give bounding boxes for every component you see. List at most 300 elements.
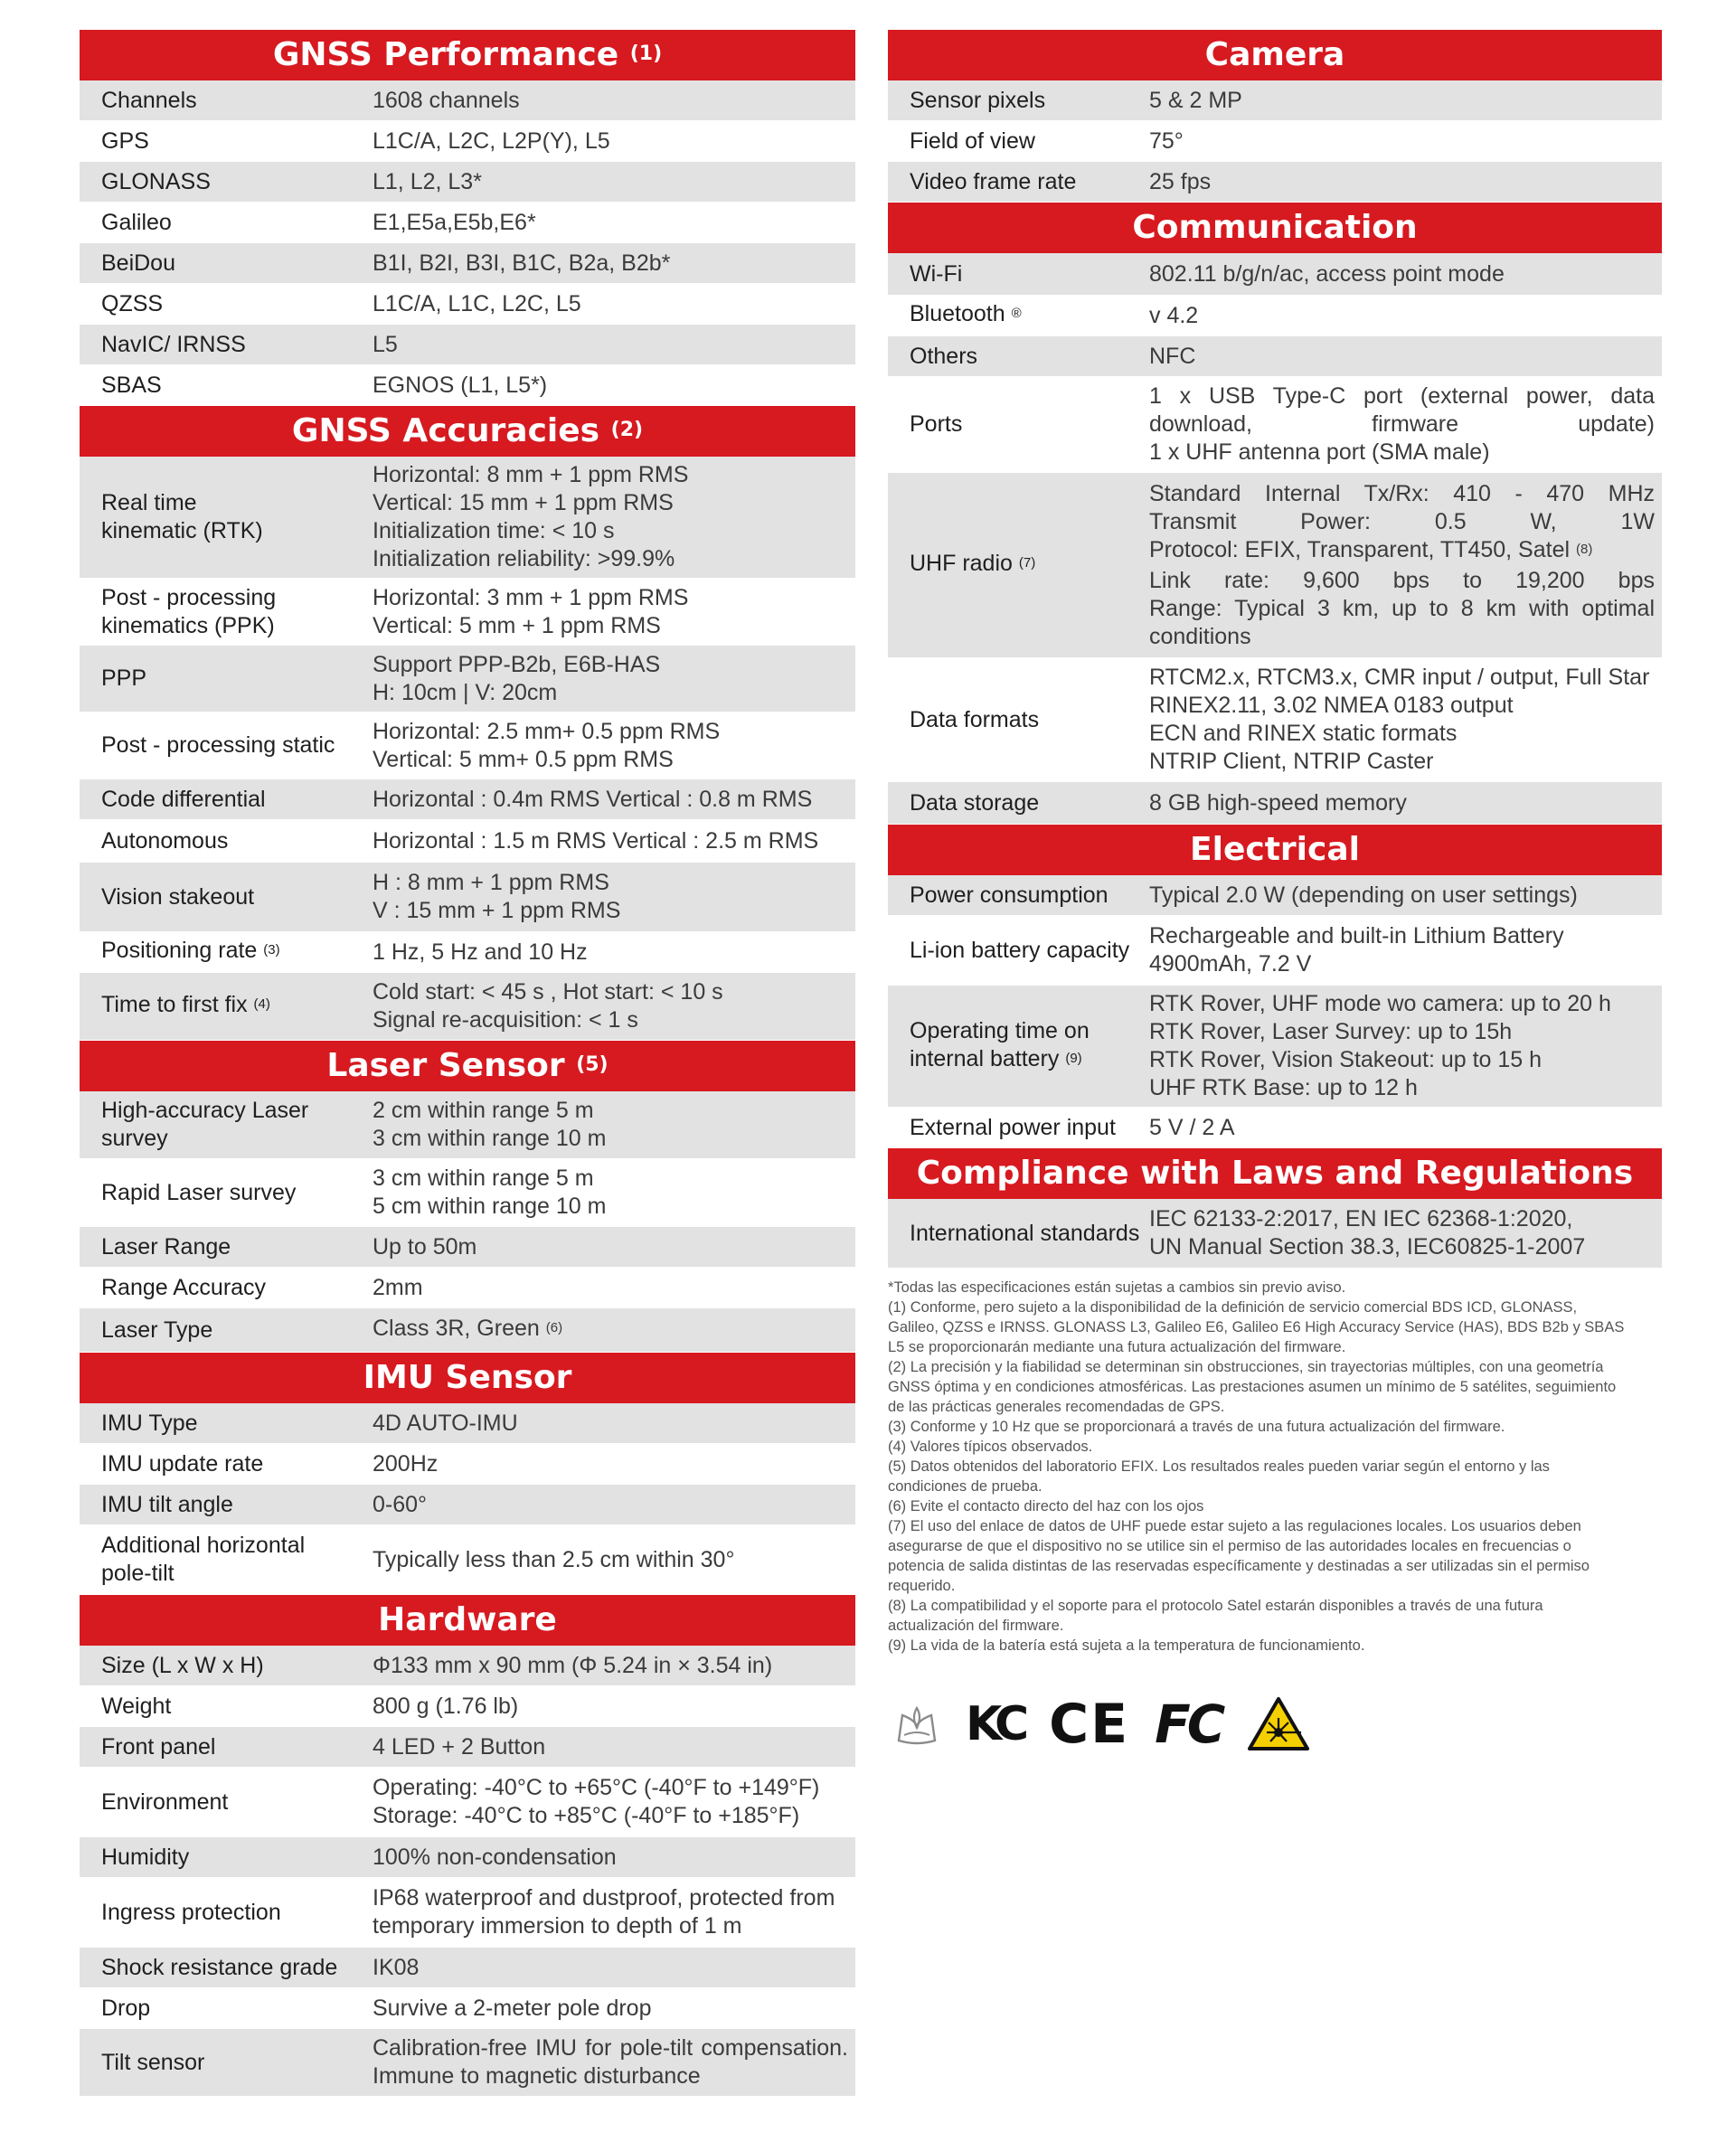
spec-value (373, 584, 855, 640)
spec-value-text: Initialization time: < 10 s (373, 518, 615, 543)
spec-value (373, 1274, 855, 1302)
spec-value-line (373, 1693, 848, 1721)
section-title: IMU Sensor (363, 1359, 572, 1396)
spec-label (80, 1899, 373, 1927)
spec-label (80, 665, 373, 693)
section-header-imu-sensor (80, 1353, 855, 1403)
laser-warning-icon (1247, 1697, 1310, 1751)
spec-row-laser-range (80, 1227, 855, 1268)
section-title: Camera (1204, 36, 1345, 73)
spec-row-others (888, 336, 1662, 377)
spec-value-text: Standard Internal Tx/Rx: 410 - 470 MHz (1149, 480, 1655, 506)
spec-value-line (373, 1097, 848, 1125)
spec-label-line: QZSS (101, 290, 164, 316)
spec-value-text: 4 LED + 2 Button (373, 1733, 546, 1760)
spec-value-line (1149, 536, 1655, 567)
spec-label-line: External power input (910, 1114, 1116, 1140)
spec-label-line: Galileo (101, 209, 172, 235)
spec-label-line: IMU Type (101, 1410, 198, 1436)
spec-value-text: L1C/A, L2C, L2P(Y), L5 (373, 127, 610, 154)
spec-label-line: Wi-Fi (910, 260, 963, 287)
spec-value-line (1149, 480, 1655, 508)
spec-row-sbas (80, 365, 855, 406)
spec-label (888, 706, 1149, 734)
spec-row-video-frame-rate (888, 162, 1662, 203)
spec-value-line (373, 897, 848, 925)
spec-value (1149, 789, 1662, 817)
spec-value (373, 1097, 855, 1153)
spec-value-text: 200Hz (373, 1450, 439, 1477)
spec-row-bluetooth (888, 296, 1662, 336)
spec-value (373, 250, 855, 278)
spec-value-text: H: 10cm | V: 20cm (373, 679, 558, 705)
section-header-hardware (80, 1595, 855, 1646)
footnote-line: (4) Valores típicos observados. (888, 1439, 1093, 1455)
fcc-mark-text: FC (1155, 1694, 1222, 1755)
spec-label-line: Ports (910, 411, 963, 437)
spec-row-field-of-view (888, 121, 1662, 162)
spec-value-line (373, 1844, 848, 1872)
spec-value-text: 5 cm within range 10 m (373, 1194, 607, 1219)
footnote-line: (2) La precisión y la fiabilidad se determinan sin obstrucciones, sin trayectorias múltiples, con una geometría (888, 1359, 1604, 1375)
spec-value-text: Horizontal: 2.5 mm+ 0.5 ppm RMS (373, 718, 721, 744)
spec-value-text: Φ133 mm x 90 mm (Φ 5.24 in × 3.54 in) (373, 1652, 773, 1678)
spec-label (80, 209, 373, 237)
spec-value-line (1149, 260, 1655, 288)
spec-label-line: IMU update rate (101, 1450, 264, 1477)
spec-value-line (373, 1125, 848, 1153)
section-header-gnss-accuracies (80, 406, 855, 457)
spec-label-line: Drop (101, 1995, 151, 2021)
spec-label-line: NavIC/ IRNSS (101, 331, 246, 357)
spec-value-text: Vertical: 5 mm + 1 ppm RMS (373, 612, 661, 638)
fcc-mark-icon (1155, 1694, 1222, 1755)
section-header-laser-sensor (80, 1041, 855, 1091)
spec-value-line (373, 127, 848, 156)
spec-value-line (1149, 1074, 1655, 1102)
spec-label-line: SBAS (101, 372, 162, 398)
spec-value-text: Calibration-free IMU for pole-tilt compensation. (373, 2035, 848, 2061)
spec-label (888, 1017, 1149, 1076)
spec-value-text: 3 cm within range 10 m (373, 1126, 607, 1151)
spec-value-text: 3 cm within range 5 m (373, 1165, 594, 1191)
left-column (80, 30, 855, 2097)
spec-value-line (373, 978, 848, 1006)
spec-value-text: B1I, B2I, B3I, B1C, B2a, B2b* (373, 250, 671, 276)
spec-value (1149, 990, 1662, 1102)
spec-label (80, 489, 373, 545)
spec-value-line (373, 2034, 848, 2062)
spec-value-line (373, 746, 848, 774)
spec-value-line (373, 1774, 848, 1802)
spec-row-navic-irnss (80, 325, 855, 365)
spec-row-humidity (80, 1837, 855, 1878)
spec-value-text: download, firmware update) (1149, 411, 1655, 437)
spec-value-line (1149, 127, 1655, 156)
spec-value (373, 290, 855, 318)
spec-value (1149, 1114, 1662, 1142)
spec-value-line (1149, 343, 1655, 371)
spec-value-text: H : 8 mm + 1 ppm RMS (373, 870, 609, 895)
spec-value (373, 786, 855, 814)
spec-label (888, 300, 1149, 331)
spec-row-international-standards (888, 1199, 1662, 1269)
footnote-line: L5 se proporcionarán mediante una futura actualización del firmware. (888, 1339, 1346, 1355)
spec-row-code-differential (80, 779, 855, 820)
spec-label-line: PPP (101, 665, 147, 691)
spec-label (80, 1450, 373, 1478)
spec-label-line: Additional horizontal (101, 1533, 306, 1558)
spec-label-line: kinematic (RTK) (101, 518, 263, 543)
spec-label (80, 1532, 373, 1588)
spec-row-drop (80, 1988, 855, 2029)
footnote-line: *Todas las especificaciones están sujetas a cambios sin previo aviso. (888, 1279, 1346, 1296)
spec-value-line (373, 612, 848, 640)
spec-value (373, 372, 855, 400)
spec-label (80, 1179, 373, 1207)
spec-value-text: Cold start: < 45 s , Hot start: < 10 s (373, 979, 723, 1005)
spec-value-line (373, 290, 848, 318)
spec-value-line (373, 1491, 848, 1519)
spec-value-text: Survive a 2-meter pole drop (373, 1995, 652, 2021)
spec-value (373, 1954, 855, 1982)
spec-label (888, 789, 1149, 817)
spec-value-text: 5 V / 2 A (1149, 1114, 1235, 1140)
spec-value-text: 5 & 2 MP (1149, 87, 1242, 113)
spec-value-line (373, 372, 848, 400)
right-column (888, 30, 1662, 1756)
spec-value-text: Up to 50m (373, 1233, 477, 1260)
spec-value-line (373, 545, 848, 573)
spec-label-line: Environment (101, 1788, 229, 1815)
spec-label-line: Data storage (910, 789, 1040, 816)
label-footnote-ref: (7) (1018, 555, 1036, 571)
kc-mark-text: KC (966, 1697, 1024, 1751)
spec-label (80, 1410, 373, 1438)
spec-value (373, 869, 855, 925)
spec-row-imu-tilt-angle (80, 1485, 855, 1525)
spec-value (373, 651, 855, 707)
spec-row-shock-resistance-grade (80, 1948, 855, 1988)
spec-value-text: IEC 62133-2:2017, EN IEC 62368-1:2020, (1149, 1206, 1573, 1231)
spec-value (373, 168, 855, 196)
footnote-line: (7) El uso del enlace de datos de UHF puede estar sujeto a las regulaciones locales. Los usuarios deben (888, 1518, 1581, 1534)
spec-value-line (1149, 664, 1655, 692)
spec-row-data-storage (888, 782, 1662, 825)
spec-label-line: Front panel (101, 1733, 216, 1760)
spec-value-text: 25 fps (1149, 168, 1212, 194)
spec-value (373, 87, 855, 115)
spec-label-line: Laser Range (101, 1233, 231, 1260)
spec-value-text: L5 (373, 331, 398, 357)
spec-label (80, 1693, 373, 1721)
spec-label (888, 1220, 1149, 1248)
spec-value (373, 331, 855, 359)
spec-value (373, 939, 855, 967)
spec-value (1149, 882, 1662, 910)
spec-label (80, 1274, 373, 1302)
spec-value-text: IP68 waterproof and dustproof, protected from (373, 1885, 835, 1911)
spec-row-ports (888, 377, 1662, 473)
spec-row-additional-horizontal-pole-tilt (80, 1525, 855, 1595)
spec-label (80, 731, 373, 760)
spec-label (80, 1788, 373, 1816)
spec-row-environment (80, 1768, 855, 1837)
spec-label (80, 1233, 373, 1261)
value-footnote-ref: (8) (1576, 541, 1593, 557)
spec-value (373, 1315, 855, 1345)
spec-value-line (373, 827, 848, 855)
spec-value-text: Typical 2.0 W (depending on user settings) (1149, 882, 1578, 908)
spec-label (80, 290, 373, 318)
spec-value-text: NFC (1149, 343, 1196, 369)
spec-label-line: Field of view (910, 127, 1035, 154)
section-header-camera (888, 30, 1662, 80)
spec-value-line (1149, 302, 1655, 330)
spec-row-real-time-kinematic-rtk (80, 457, 855, 579)
spec-label-line: Channels (101, 87, 197, 113)
footnote-line: (1) Conforme, pero sujeto a la disponibilidad de la definición de servicio comercial BDS ICD, GLONASS, (888, 1299, 1578, 1316)
eco-leaf-icon (893, 1697, 940, 1751)
spec-label-line: Data formats (910, 706, 1040, 732)
spec-row-rapid-laser-survey (80, 1159, 855, 1227)
spec-value-text: E1,E5a,E5b,E6* (373, 209, 536, 235)
spec-row-autonomous (80, 820, 855, 863)
spec-value (373, 1774, 855, 1830)
spec-value (1149, 168, 1662, 196)
spec-value (373, 1733, 855, 1761)
spec-value-text: Immune to magnetic disturbance (373, 2063, 701, 2089)
spec-value-line (1149, 382, 1655, 410)
spec-value-line (1149, 439, 1655, 467)
spec-label-line: Operating time on (910, 1017, 1090, 1043)
footnote-line: asegurarse de que el dispositivo no se utilice sin el permiso de las autoridades locales en frecuencias o (888, 1538, 1571, 1554)
spec-value-text: 2mm (373, 1274, 423, 1300)
spec-label (80, 786, 373, 814)
spec-value-line (373, 584, 848, 612)
spec-label-line: IMU tilt angle (101, 1491, 233, 1517)
spec-value-line (1149, 1233, 1655, 1261)
spec-row-operating-time-on-internal-battery (888, 986, 1662, 1108)
spec-value (373, 1546, 855, 1574)
spec-row-size-l-x-w-x-h (80, 1646, 855, 1686)
spec-value-line (373, 517, 848, 545)
spec-label (80, 883, 373, 911)
spec-value-line (373, 1193, 848, 1221)
spec-label (80, 372, 373, 400)
spec-value (373, 461, 855, 573)
spec-value (1149, 302, 1662, 330)
label-footnote-ref: (4) (253, 996, 270, 1012)
spec-value-line (373, 1912, 848, 1940)
spec-value-line (373, 1274, 848, 1302)
spec-value-text: Signal re-acquisition: < 1 s (373, 1007, 638, 1033)
spec-label (888, 127, 1149, 156)
footnote-line: (9) La vida de la batería está sujeta a la temperatura de funcionamiento. (888, 1637, 1365, 1654)
spec-label (80, 827, 373, 855)
spec-value-text: Range: Typical 3 km, up to 8 km with optimal (1149, 595, 1655, 621)
spec-label-line: Shock resistance grade (101, 1954, 338, 1980)
spec-value-text: Typically less than 2.5 cm within 30° (373, 1546, 735, 1572)
spec-row-imu-update-rate (80, 1444, 855, 1485)
spec-value-text: IK08 (373, 1954, 420, 1980)
spec-value-text: 100% non-condensation (373, 1844, 617, 1870)
spec-label-line: Post - processing (101, 584, 277, 610)
spec-value (1149, 260, 1662, 288)
spec-row-weight (80, 1686, 855, 1727)
spec-label-line: Sensor pixels (910, 87, 1046, 113)
spec-value-text: RTK Rover, Vision Stakeout: up to 15 h (1149, 1047, 1543, 1072)
spec-label-line: Ingress protection (101, 1899, 281, 1925)
spec-value-line (373, 1546, 848, 1574)
section-title: Communication (1132, 209, 1418, 246)
spec-value-text: 1608 channels (373, 87, 520, 113)
spec-label-line: Video frame rate (910, 168, 1077, 194)
spec-value-line (1149, 692, 1655, 720)
spec-row-channels (80, 80, 855, 121)
spec-value-line (373, 87, 848, 115)
footnote-line: (8) La compatibilidad y el soporte para el protocolo Satel estarán disponibles a través de una futura (888, 1598, 1543, 1614)
footnote-line: condiciones de prueba. (888, 1478, 1043, 1495)
spec-value (373, 1652, 855, 1680)
spec-row-data-formats (888, 658, 1662, 782)
footnote-line: Galileo, QZSS e IRNSS. GLONASS L3, Galileo E6, Galileo E6 High Accuracy Service (HAS), BDS B2b y SBAS (888, 1319, 1625, 1335)
spec-label (80, 331, 373, 359)
spec-row-high-accuracy-laser-survey (80, 1091, 855, 1159)
spec-label-line: Others (910, 343, 978, 369)
spec-row-li-ion-battery-capacity (888, 916, 1662, 986)
spec-label (80, 1954, 373, 1982)
spec-label (888, 260, 1149, 288)
spec-value (373, 1410, 855, 1438)
spec-value-text: 8 GB high-speed memory (1149, 789, 1407, 816)
spec-value-text: Vertical: 5 mm+ 0.5 ppm RMS (373, 746, 674, 772)
spec-value-text: L1C/A, L1C, L2C, L5 (373, 290, 581, 316)
spec-row-imu-type (80, 1403, 855, 1444)
spec-label-line: Tilt sensor (101, 2049, 205, 2075)
spec-value-line (1149, 410, 1655, 439)
spec-value-text: Class 3R, Green (373, 1316, 540, 1341)
spec-label-line: Real time (101, 490, 197, 515)
spec-value-line (373, 1652, 848, 1680)
spec-value-text: Operating: -40°C to +65°C (-40°F to +149°F) (373, 1775, 820, 1800)
spec-label-line: internal battery (910, 1045, 1060, 1071)
spec-value-text: UN Manual Section 38.3, IEC60825-1-2007 (1149, 1234, 1586, 1260)
spec-label-line: GPS (101, 127, 149, 154)
spec-value-text: conditions (1149, 623, 1251, 649)
spec-label-line: Vision stakeout (101, 883, 255, 910)
spec-value-line (373, 168, 848, 196)
spec-value-text: Horizontal: 8 mm + 1 ppm RMS (373, 462, 689, 487)
spec-row-ingress-protection (80, 1878, 855, 1948)
spec-label (80, 87, 373, 115)
spec-value (373, 209, 855, 237)
value-footnote-ref: (6) (545, 1320, 563, 1335)
spec-value-line (1149, 595, 1655, 623)
spec-value-text: 1 x UHF antenna port (SMA male) (1149, 439, 1490, 465)
spec-value-text: Horizontal: 3 mm + 1 ppm RMS (373, 584, 689, 610)
spec-value-line (373, 1165, 848, 1193)
spec-value (1149, 480, 1662, 651)
spec-value-line (1149, 1205, 1655, 1233)
spec-label (80, 2049, 373, 2077)
spec-label (80, 168, 373, 196)
spec-value-line (373, 331, 848, 359)
spec-value-line (373, 1884, 848, 1912)
spec-value-line (373, 939, 848, 967)
ce-mark-text: CE (1049, 1693, 1130, 1756)
footnote-line: de las prácticas generales recomendadas de GPS. (888, 1399, 1225, 1415)
spec-value (373, 1844, 855, 1872)
spec-row-positioning-rate (80, 932, 855, 973)
spec-value-line (1149, 623, 1655, 651)
spec-value-line (373, 1233, 848, 1261)
spec-value-line (1149, 1018, 1655, 1046)
spec-value (373, 127, 855, 156)
section-header-gnss-performance (80, 30, 855, 80)
spec-value-text: 800 g (1.76 lb) (373, 1693, 519, 1719)
spec-row-galileo (80, 203, 855, 243)
spec-value-line (373, 2062, 848, 2090)
spec-value-text: RTCM2.x, RTCM3.x, CMR input / output, Full Star (1149, 665, 1650, 690)
spec-label-line: Bluetooth (910, 301, 1005, 326)
spec-value-line (1149, 789, 1655, 817)
spec-value-text: UHF RTK Base: up to 12 h (1149, 1075, 1418, 1100)
spec-value (373, 2034, 855, 2090)
spec-row-ppp (80, 646, 855, 712)
certification-logos (888, 1693, 1662, 1756)
spec-value-line (1149, 1046, 1655, 1074)
spec-value-line (373, 1450, 848, 1478)
spec-value (373, 1165, 855, 1221)
spec-value-text: temporary immersion to depth of 1 m (373, 1913, 742, 1939)
spec-value-line (373, 786, 848, 814)
spec-label (80, 937, 373, 967)
spec-label-line: International standards (910, 1220, 1140, 1246)
section-header-communication (888, 203, 1662, 253)
spec-label (80, 584, 373, 640)
spec-value-line (373, 679, 848, 707)
spec-label-line: Power consumption (910, 882, 1109, 908)
spec-value-line (1149, 748, 1655, 776)
spec-label-line: Time to first fix (101, 992, 248, 1017)
section-footnote-ref: (2) (610, 419, 644, 441)
spec-value-text: 0-60° (373, 1491, 428, 1517)
spec-value (1149, 87, 1662, 115)
spec-value-line (1149, 720, 1655, 748)
spec-value-text: v 4.2 (1149, 302, 1199, 328)
spec-row-time-to-first-fix (80, 973, 855, 1041)
spec-value (373, 1995, 855, 2023)
spec-row-laser-type (80, 1308, 855, 1353)
spec-value (1149, 922, 1662, 978)
spec-label-line: kinematics (PPK) (101, 612, 275, 638)
spec-label (80, 1491, 373, 1519)
footnote-line: (6) Evite el contacto directo del haz con los ojos (888, 1498, 1204, 1514)
spec-label-line: BeiDou (101, 250, 175, 276)
spec-value-text: 4900mAh, 7.2 V (1149, 951, 1312, 977)
spec-row-post-processing-static (80, 712, 855, 779)
spec-value (373, 978, 855, 1034)
spec-value-line (373, 1315, 848, 1345)
spec-label (80, 1995, 373, 2023)
spec-value-text: Transmit Power: 0.5 W, 1W (1149, 508, 1655, 534)
spec-label (888, 550, 1149, 580)
spec-value-text: V : 15 mm + 1 ppm RMS (373, 898, 621, 923)
spec-value-text: L1, L2, L3* (373, 168, 482, 194)
spec-value-line (1149, 1114, 1655, 1142)
spec-row-post-processing-kinematics-ppk (80, 579, 855, 646)
